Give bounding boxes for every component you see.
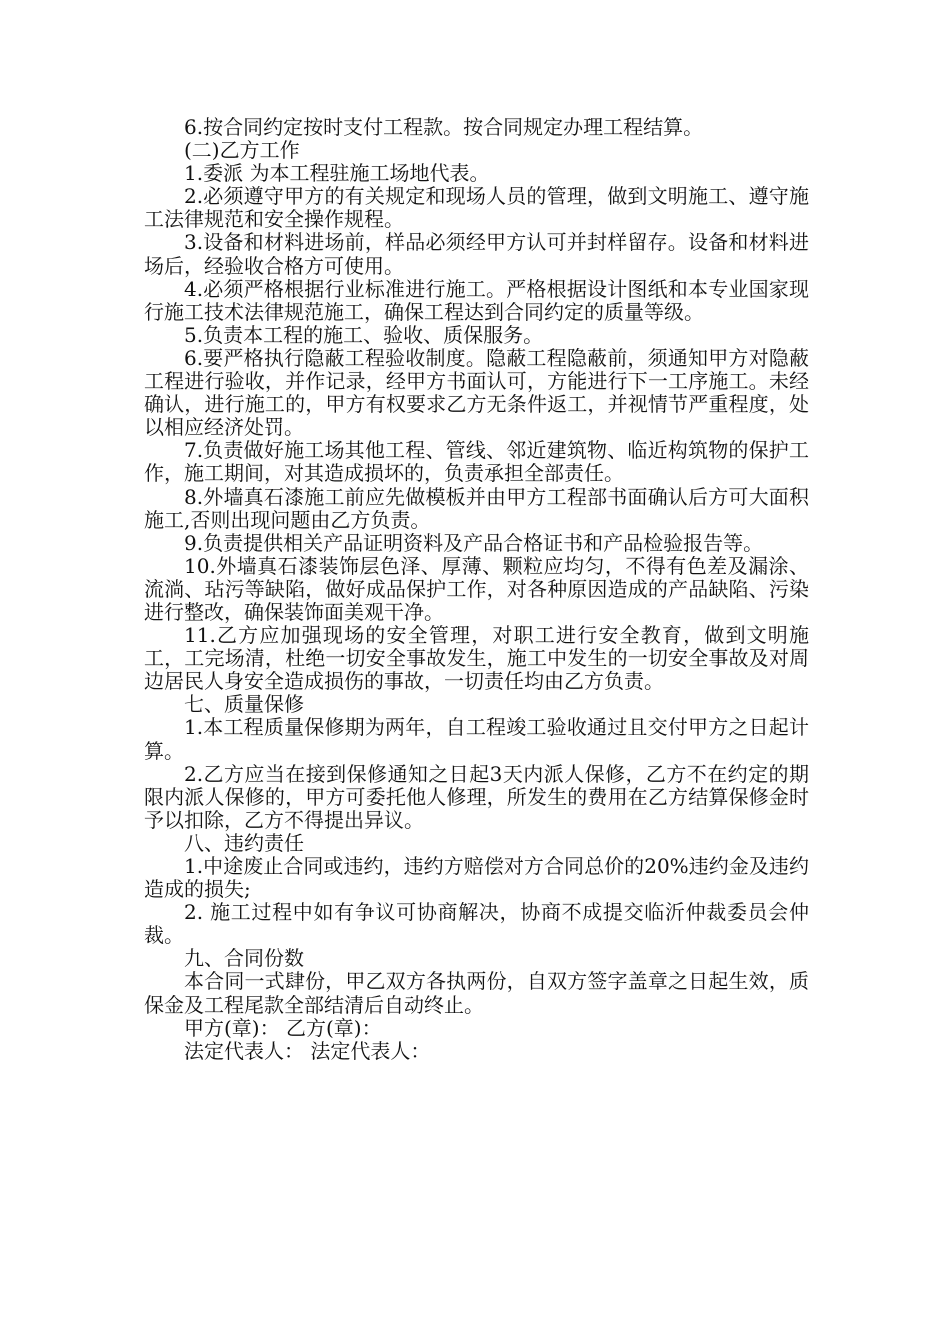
section-heading: 八、违约责任 (184, 830, 304, 855)
paragraph: 7.负责做好施工场其他工程、管线、邻近建筑物、临近构筑物的保护工作，施工期间，对其造成损坏的，负责承担全部责任。 (144, 438, 809, 486)
document-body (144, 116, 809, 1063)
paragraph: 1.委派 为本工程驻施工场地代表。 (184, 161, 490, 186)
paragraph: 2.必须遵守甲方的有关规定和现场人员的管理，做到文明施工、遵守施工法律规范和安全操作规程。 (144, 184, 809, 232)
paragraph: 6.要严格执行隐蔽工程验收制度。隐蔽工程隐蔽前，须通知甲方对隐蔽工程进行验收，并作记录，经甲方书面认可，方能进行下一工序施工。未经确认，进行施工的，甲方有权要求乙方无条件返工，并视情节严重程度，处以相应经济处罚。 (144, 345, 809, 440)
signature-line-seal: 甲方(章)： 乙方(章)： (184, 1015, 382, 1040)
paragraph: 9.负责提供相关产品证明资料及产品合格证书和产品检验报告等。 (184, 530, 764, 555)
paragraph: 11.乙方应加强现场的安全管理，对职工进行安全教育，做到文明施工，工完场清，杜绝一切安全事故发生，施工中发生的一切安全事故及对周边居民人身安全造成损伤的事故，一切责任均由乙方负责。 (144, 623, 809, 694)
paragraph: 4.必须严格根据行业标准进行施工。严格根据设计图纸和本专业国家现行施工技术法律规范施工，确保工程达到合同约定的质量等级。 (144, 276, 809, 324)
paragraph: 5.负责本工程的施工、验收、质保服务。 (184, 322, 544, 347)
paragraph: 6.按合同约定按时支付工程款。按合同规定办理工程结算。 (184, 115, 704, 139)
section-heading: (二)乙方工作 (184, 138, 300, 163)
paragraph: 10.外墙真石漆装饰层色泽、厚薄、颗粒应均匀，不得有色差及漏涂、流淌、玷污等缺陷，做好成品保护工作，对各种原因造成的产品缺陷、污染进行整改，确保装饰面美观干净。 (144, 553, 809, 624)
paragraph: 本合同一式肆份，甲乙双方各执两份，自双方签字盖章之日起生效，质保金及工程尾款全部结清后自动终止。 (144, 969, 809, 1017)
section-heading: 九、合同份数 (184, 946, 304, 971)
paragraph: 8.外墙真石漆施工前应先做模板并由甲方工程部书面确认后方可大面积施工,否则出现问题由乙方负责。 (144, 484, 809, 532)
paragraph: 2. 施工过程中如有争议可协商解决，协商不成提交临沂仲裁委员会仲裁。 (144, 900, 809, 948)
paragraph: 2.乙方应当在接到保修通知之日起3天内派人保修，乙方不在约定的期限内派人保修的，甲方可委托他人修理，所发生的费用在乙方结算保修金时予以扣除，乙方不得提出异议。 (144, 761, 809, 832)
section-heading: 七、质量保修 (184, 692, 304, 717)
paragraph: 1.本工程质量保修期为两年，自工程竣工验收通过且交付甲方之日起计算。 (144, 715, 809, 763)
paragraph: 3.设备和材料进场前，样品必须经甲方认可并封样留存。设备和材料进场后，经验收合格方可使用。 (144, 230, 809, 278)
paragraph: 1.中途废止合同或违约，违约方赔偿对方合同总价的20%违约金及违约造成的损失; (144, 854, 809, 902)
signature-line-representative: 法定代表人： 法定代表人： (184, 1038, 431, 1063)
